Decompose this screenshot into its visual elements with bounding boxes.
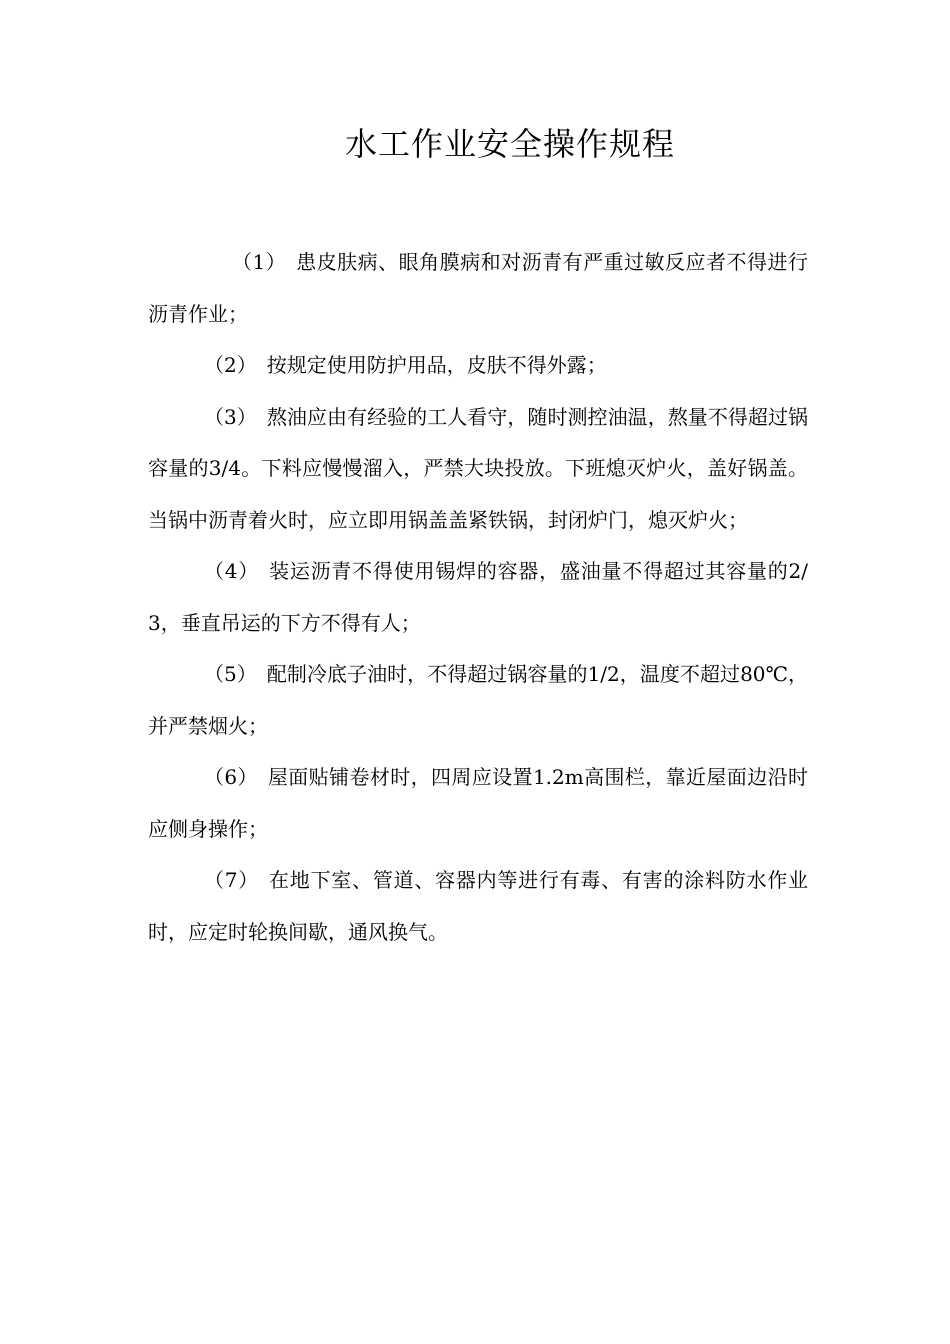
rule-text: 在地下室、管道、容器内等进行有毒、有害的涂料防水作业时，应定时轮换间歇，通风换气。: [148, 868, 809, 944]
rule-item-7: [148, 855, 808, 958]
rule-number: （5）: [204, 662, 257, 686]
rule-text: 装运沥青不得使用锡焊的容器，盛油量不得超过其容量的2/3，垂直吊运的下方不得有人；: [148, 559, 808, 635]
rule-number: （4）: [204, 559, 260, 583]
rule-item-1: [148, 237, 808, 340]
rule-number: （7）: [204, 868, 260, 892]
rule-item-2: [148, 340, 808, 392]
rule-text: 配制冷底子油时，不得超过锅容量的1/2，温度不超过80℃，并严禁烟火；: [148, 662, 808, 738]
rule-text: 患皮肤病、眼角膜病和对沥青有严重过敏反应者不得进行沥青作业；: [148, 250, 808, 326]
rule-text: 熬油应由有经验的工人看守，随时测控油温，熬量不得超过锅容量的3/4。下料应慢慢溜入，严禁大块投放。下班熄灭炉火，盖好锅盖。当锅中沥青着火时，应立即用锅盖盖紧铁锅，封闭炉门，熄灭炉火；: [148, 404, 808, 532]
rule-item-3: [148, 392, 808, 547]
rule-number: （6）: [204, 765, 258, 789]
rule-number: （3）: [204, 404, 257, 429]
document-body: [148, 237, 808, 958]
rule-item-4: [148, 546, 808, 649]
rule-number: （1）: [232, 250, 287, 274]
rule-item-6: [148, 752, 808, 855]
rule-text: 按规定使用防护用品，皮肤不得外露；: [266, 353, 607, 377]
rule-item-5: [148, 649, 808, 752]
document-title: 水工作业安全操作规程: [344, 125, 675, 163]
rule-number: （2）: [204, 353, 257, 377]
rule-text: 屋面贴铺卷材时，四周应设置1.2m高围栏，靠近屋面边沿时应侧身操作；: [148, 765, 808, 841]
